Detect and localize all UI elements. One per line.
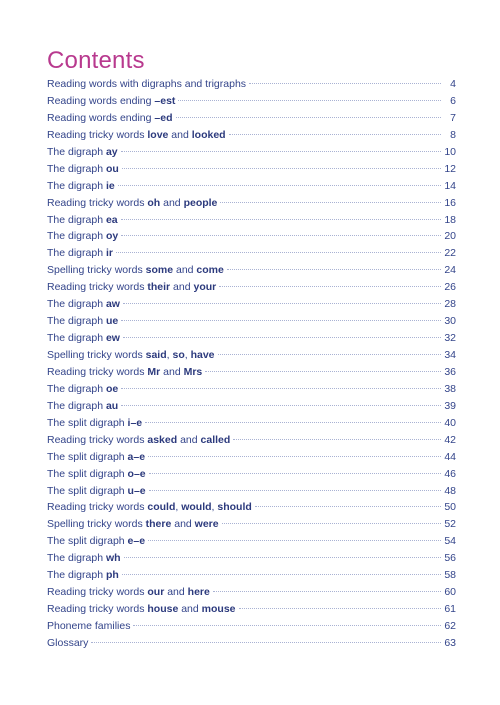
dot-leader: [91, 642, 441, 643]
toc-entry-title: [47, 432, 230, 449]
toc-entry-text: Reading words ending: [47, 94, 155, 107]
toc-entry-text: and: [171, 518, 195, 531]
toc-page-number: 46: [444, 467, 456, 480]
toc-entry-keyword: could: [147, 501, 176, 514]
toc-entry-text: The digraph: [47, 162, 106, 175]
toc-page-number: 26: [444, 281, 456, 294]
toc-entry-keyword: e–e: [127, 535, 146, 548]
toc-page-number: 50: [444, 501, 456, 514]
toc-entry-title: [47, 76, 246, 93]
toc-page-number: 48: [444, 484, 456, 497]
toc-entry-text: Reading words with digraphs and trigraphs: [47, 78, 247, 90]
toc-row: [47, 550, 456, 567]
toc-page-number: 52: [444, 518, 456, 531]
dot-leader: [121, 151, 441, 152]
toc-entry-keyword: au: [105, 399, 119, 412]
toc-row: [47, 161, 456, 178]
toc-entry-title: [47, 144, 118, 161]
toc-entry-title: [47, 533, 145, 550]
dot-leader: [149, 473, 441, 474]
toc-entry-keyword: looked: [191, 128, 226, 141]
toc-entry-text: Reading tricky words: [47, 433, 148, 446]
toc-entry-text: The digraph: [47, 179, 106, 192]
toc-row: [47, 228, 456, 245]
dot-leader: [123, 303, 441, 304]
toc-row: [47, 245, 456, 262]
toc-entry-text: The digraph: [47, 382, 106, 395]
toc-entry-title: [47, 195, 217, 212]
toc-row: [47, 195, 456, 212]
toc-entry-title: [47, 110, 173, 127]
toc-row: [47, 466, 456, 483]
toc-row: [47, 313, 456, 330]
toc-page-number: 30: [444, 315, 456, 328]
dot-leader: [148, 540, 441, 541]
toc-page-number: 28: [444, 298, 456, 311]
toc-row: [47, 601, 456, 618]
dot-leader: [133, 625, 441, 626]
toc-entry-keyword: Mr: [147, 365, 161, 378]
toc-entry-text: Spelling tricky words: [47, 349, 146, 361]
toc-entry-keyword: Mrs: [183, 365, 203, 378]
toc-entry-title: [47, 178, 115, 195]
toc-page-number: 14: [444, 179, 456, 192]
toc-row: [47, 584, 456, 601]
toc-row: [47, 499, 456, 516]
toc-entry-text: The digraph: [47, 399, 106, 412]
toc-page-number: 60: [444, 586, 456, 599]
toc-entry-keyword: would: [181, 501, 212, 514]
toc-row: [47, 364, 456, 381]
toc-page-number: 40: [444, 416, 456, 429]
toc-entry-title: [47, 381, 118, 398]
dot-leader: [116, 252, 441, 253]
toc-entry-keyword: oh: [147, 196, 161, 209]
toc-page-number: 61: [444, 603, 456, 616]
toc-entry-keyword: wh: [105, 552, 121, 565]
toc-entry-title: [47, 212, 118, 229]
toc-entry-title: [47, 127, 226, 144]
toc-entry-keyword: were: [194, 518, 219, 531]
toc-entry-keyword: oe: [105, 382, 119, 395]
dot-leader: [220, 202, 441, 203]
toc-entry-keyword: love: [147, 128, 169, 141]
toc-page-number: 10: [444, 145, 456, 158]
toc-entry-text: The digraph: [47, 332, 106, 345]
toc-row: [47, 144, 456, 161]
dot-leader: [121, 235, 441, 236]
toc-entry-keyword: a–e: [127, 450, 146, 463]
toc-page-number: 54: [444, 535, 456, 548]
dot-leader: [122, 574, 441, 575]
toc-entry-text: The split digraph: [47, 450, 128, 463]
toc-entry-keyword: ir: [105, 247, 113, 260]
toc-page-number: 32: [444, 332, 456, 345]
toc-entry-text: Reading tricky words: [47, 586, 148, 599]
toc-page-number: 20: [444, 230, 456, 243]
toc-page-number: 8: [450, 128, 456, 141]
toc-entry-text: and: [160, 365, 184, 378]
toc-entry-text: The digraph: [47, 145, 106, 158]
toc-entry-keyword: there: [145, 518, 172, 531]
toc-entry-keyword: here: [187, 586, 210, 599]
toc-entry-text: and: [160, 196, 184, 209]
toc-entry-title: [47, 567, 119, 584]
toc-row: [47, 618, 456, 635]
toc-entry-title: [47, 601, 236, 618]
toc-row: [47, 76, 456, 93]
toc-page-number: 34: [444, 349, 456, 361]
toc-row: [47, 178, 456, 195]
toc-entry-keyword: our: [147, 586, 165, 599]
toc-row: [47, 567, 456, 584]
toc-page-number: 56: [444, 552, 456, 565]
toc-entry-keyword: so: [172, 349, 185, 361]
toc-entry-keyword: come: [196, 264, 224, 277]
toc-entry-title: [47, 550, 121, 567]
toc-page-number: 7: [450, 111, 456, 124]
dot-leader: [219, 286, 441, 287]
toc-row: [47, 398, 456, 415]
toc-entry-keyword: aw: [105, 298, 120, 311]
toc-entry-title: [47, 516, 219, 533]
toc-entry-keyword: ue: [105, 315, 119, 328]
toc-entry-text: and: [164, 586, 188, 599]
toc-entry-keyword: mouse: [201, 603, 236, 616]
toc-entry-keyword: oy: [105, 230, 119, 243]
toc-row: [47, 432, 456, 449]
toc-entry-keyword: ie: [105, 179, 115, 192]
toc-entry-text: ,: [211, 501, 218, 514]
dot-leader: [148, 456, 441, 457]
toc-entry-text: Reading words ending: [47, 111, 155, 124]
toc-entry-keyword: called: [200, 433, 231, 446]
toc-entry-title: [47, 584, 210, 601]
toc-entry-keyword: people: [183, 196, 218, 209]
toc-row: [47, 330, 456, 347]
toc-entry-title: [47, 330, 120, 347]
toc-entry-keyword: some: [145, 264, 174, 277]
table-of-contents: [47, 76, 456, 652]
dot-leader: [233, 439, 441, 440]
toc-entry-text: The split digraph: [47, 484, 128, 497]
toc-entry-text: The digraph: [47, 552, 106, 565]
toc-entry-text: The split digraph: [47, 535, 128, 548]
dot-leader: [121, 388, 441, 389]
toc-entry-keyword: ph: [105, 569, 119, 582]
toc-entry-text: and: [173, 264, 197, 277]
toc-entry-text: The digraph: [47, 298, 106, 311]
toc-page-number: 58: [444, 569, 456, 582]
dot-leader: [118, 185, 441, 186]
toc-entry-keyword: i–e: [127, 416, 143, 429]
toc-entry-title: [47, 635, 88, 652]
toc-entry-title: [47, 483, 146, 500]
toc-entry-title: [47, 347, 215, 364]
toc-entry-text: Reading tricky words: [47, 196, 148, 209]
toc-entry-title: [47, 161, 119, 178]
dot-leader: [222, 523, 441, 524]
toc-page-number: 38: [444, 382, 456, 395]
toc-page-number: 62: [444, 620, 456, 632]
toc-entry-title: [47, 415, 142, 432]
toc-page-number: 16: [444, 196, 456, 209]
toc-row: [47, 296, 456, 313]
toc-entry-keyword: u–e: [127, 484, 146, 497]
toc-entry-title: [47, 398, 118, 415]
toc-row: [47, 381, 456, 398]
dot-leader: [178, 100, 441, 101]
dot-leader: [176, 117, 442, 118]
toc-entry-title: [47, 245, 113, 262]
toc-row: [47, 262, 456, 279]
toc-entry-keyword: asked: [147, 433, 178, 446]
dot-leader: [122, 168, 441, 169]
toc-entry-text: The digraph: [47, 315, 106, 328]
toc-page-number: 36: [444, 365, 456, 378]
dot-leader: [255, 506, 441, 507]
toc-entry-text: ,: [166, 349, 173, 361]
toc-entry-keyword: your: [193, 281, 217, 294]
toc-entry-title: [47, 296, 120, 313]
dot-leader: [218, 354, 441, 355]
toc-row: [47, 347, 456, 364]
toc-entry-keyword: ou: [105, 162, 119, 175]
toc-row: [47, 483, 456, 500]
toc-row: [47, 635, 456, 652]
toc-entry-text: Glossary: [47, 636, 89, 649]
toc-row: [47, 533, 456, 550]
toc-entry-title: [47, 262, 224, 279]
toc-entry-keyword: said: [145, 349, 167, 361]
toc-entry-text: and: [177, 433, 201, 446]
toc-row: [47, 127, 456, 144]
page-title: Contents: [47, 47, 145, 75]
toc-entry-title: [47, 449, 145, 466]
toc-entry-text: Reading tricky words: [47, 501, 148, 514]
dot-leader: [249, 83, 441, 84]
toc-entry-keyword: –est: [154, 94, 176, 107]
toc-entry-title: [47, 618, 130, 635]
toc-page-number: 24: [444, 264, 456, 277]
toc-page-number: 22: [444, 247, 456, 260]
toc-row: [47, 516, 456, 533]
toc-entry-text: Reading tricky words: [47, 281, 148, 294]
dot-leader: [227, 269, 441, 270]
toc-entry-keyword: have: [190, 349, 215, 361]
toc-page-number: 6: [450, 94, 456, 107]
toc-entry-text: and: [170, 281, 194, 294]
toc-entry-keyword: house: [147, 603, 179, 616]
dot-leader: [121, 219, 441, 220]
toc-entry-text: Reading tricky words: [47, 603, 148, 616]
toc-entry-keyword: ea: [105, 213, 118, 226]
toc-entry-text: ,: [175, 501, 182, 514]
toc-row: [47, 93, 456, 110]
toc-entry-text: The split digraph: [47, 416, 128, 429]
dot-leader: [239, 608, 442, 609]
toc-page-number: 63: [444, 636, 456, 649]
toc-row: [47, 279, 456, 296]
dot-leader: [124, 557, 441, 558]
toc-entry-text: Spelling tricky words: [47, 518, 146, 531]
toc-entry-title: [47, 466, 146, 483]
toc-entry-text: Reading tricky words: [47, 128, 148, 141]
dot-leader: [213, 591, 441, 592]
toc-row: [47, 449, 456, 466]
toc-entry-title: [47, 228, 118, 245]
toc-row: [47, 415, 456, 432]
toc-entry-title: [47, 499, 252, 516]
dot-leader: [121, 320, 441, 321]
toc-entry-keyword: ay: [105, 145, 118, 158]
toc-page-number: 44: [444, 450, 456, 463]
toc-entry-keyword: o–e: [127, 467, 146, 480]
toc-entry-title: [47, 279, 216, 296]
toc-entry-keyword: –ed: [154, 111, 173, 124]
toc-entry-keyword: their: [147, 281, 171, 294]
toc-row: [47, 110, 456, 127]
toc-entry-text: ,: [184, 349, 191, 361]
toc-page-number: 12: [444, 162, 456, 175]
toc-page-number: 4: [450, 78, 456, 90]
toc-entry-title: [47, 93, 175, 110]
toc-entry-text: The digraph: [47, 230, 106, 243]
toc-entry-title: [47, 313, 118, 330]
dot-leader: [229, 134, 441, 135]
toc-page-number: 39: [444, 399, 456, 412]
toc-entry-text: The digraph: [47, 247, 106, 260]
toc-entry-text: Phoneme families: [47, 620, 131, 632]
toc-row: [47, 212, 456, 229]
toc-entry-text: Spelling tricky words: [47, 264, 146, 277]
toc-entry-text: and: [178, 603, 202, 616]
dot-leader: [145, 422, 441, 423]
toc-entry-title: [47, 364, 202, 381]
toc-page-number: 18: [444, 213, 456, 226]
dot-leader: [205, 371, 441, 372]
dot-leader: [123, 337, 441, 338]
dot-leader: [121, 405, 441, 406]
toc-entry-text: Reading tricky words: [47, 365, 148, 378]
toc-entry-keyword: should: [217, 501, 252, 514]
toc-entry-text: The digraph: [47, 213, 106, 226]
toc-entry-text: and: [168, 128, 192, 141]
toc-entry-text: The split digraph: [47, 467, 128, 480]
toc-entry-keyword: ew: [105, 332, 120, 345]
dot-leader: [149, 490, 441, 491]
toc-page-number: 42: [444, 433, 456, 446]
toc-entry-text: The digraph: [47, 569, 106, 582]
